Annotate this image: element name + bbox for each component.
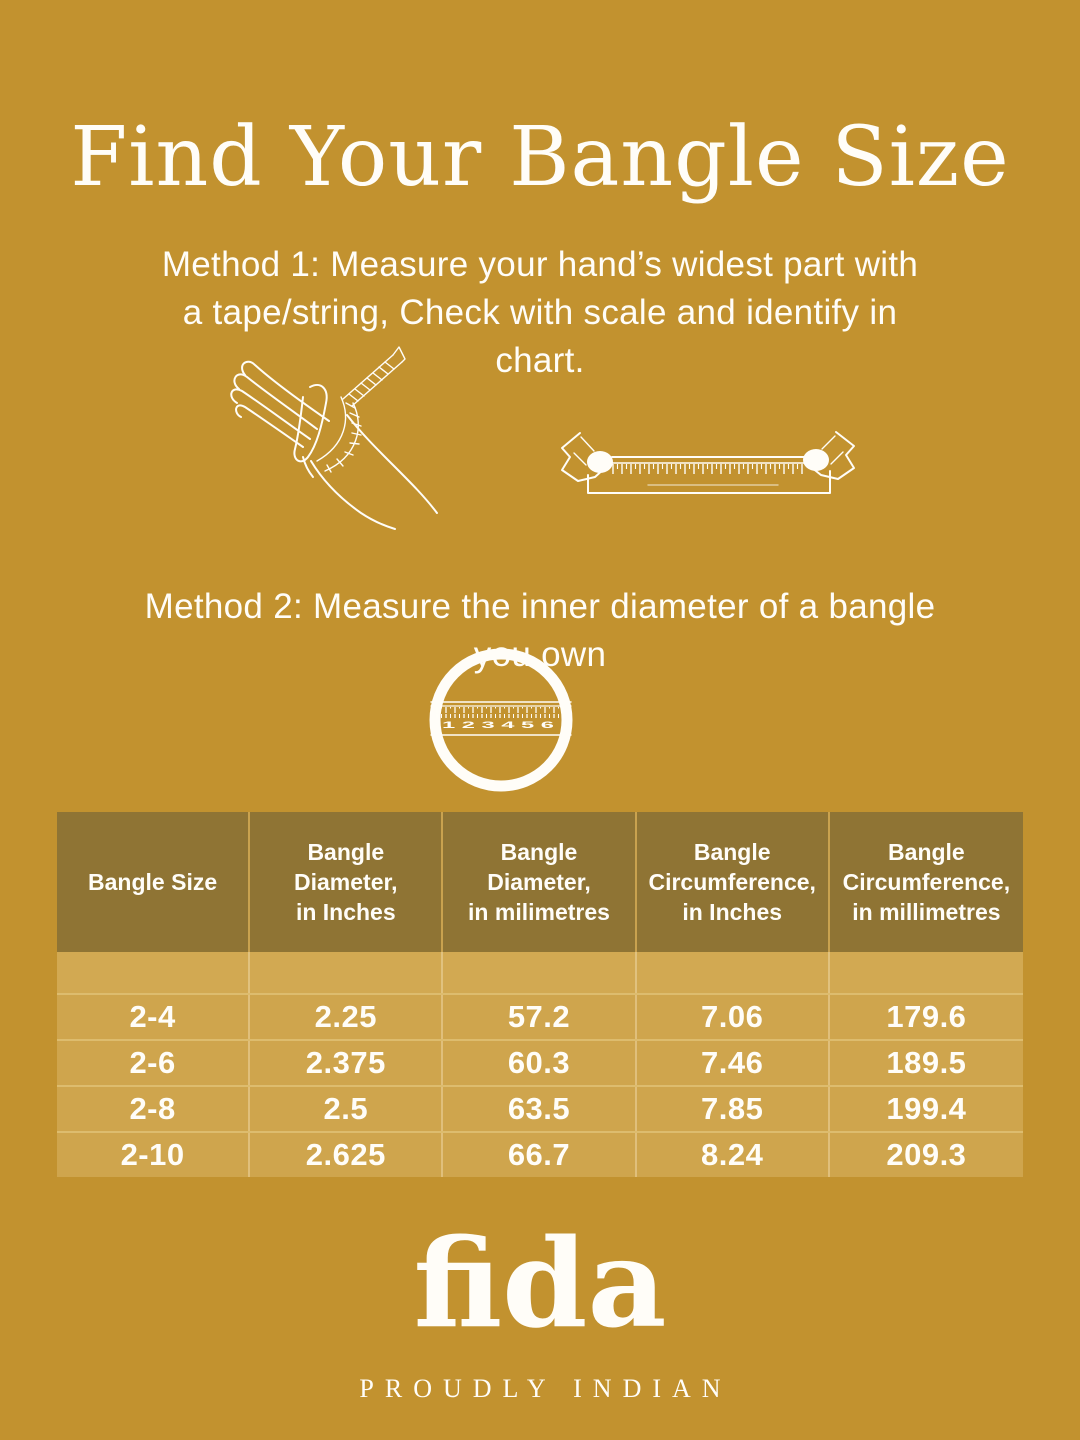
cell-size: 2-8 — [57, 1087, 250, 1131]
table-spacer-row — [57, 952, 1023, 993]
header-line: in Inches — [682, 899, 783, 925]
brand-tagline: PROUDLY INDIAN — [359, 1374, 732, 1403]
cell-size: 2-4 — [57, 995, 250, 1039]
cell-diameter-in: 2.625 — [250, 1133, 443, 1177]
ruler-numbers: 1 2 3 4 5 6 — [442, 720, 554, 730]
cell-diameter-mm: 63.5 — [443, 1087, 636, 1131]
table-row — [57, 1085, 1023, 1131]
cell-circumference-mm: 209.3 — [830, 1133, 1023, 1177]
cell-circumference-in: 7.85 — [637, 1087, 830, 1131]
header-line: Circumference, — [648, 869, 816, 895]
header-line: Bangle Diameter, — [294, 839, 398, 895]
brand-logo: fida — [413, 1211, 667, 1355]
cell-circumference-in: 7.06 — [637, 995, 830, 1039]
method1-line3: chart. — [495, 341, 585, 380]
table-row — [57, 993, 1023, 1039]
method2-line1: Method 2: Measure the inner diameter of a bangle — [144, 587, 936, 626]
column-header-circumference-inches — [637, 812, 830, 952]
cell-size: 2-10 — [57, 1133, 250, 1177]
cell-diameter-in: 2.375 — [250, 1041, 443, 1085]
table-header-row — [57, 812, 1023, 952]
cell-circumference-mm: 199.4 — [830, 1087, 1023, 1131]
cell-diameter-mm: 66.7 — [443, 1133, 636, 1177]
column-header-bangle-size — [57, 812, 250, 952]
method1-line1: Method 1: Measure your hand’s widest part with — [161, 245, 919, 284]
header-line: Bangle — [888, 839, 965, 865]
bangle-diameter-ruler-icon — [426, 648, 576, 798]
cell-diameter-in: 2.5 — [250, 1087, 443, 1131]
bangle-size-table — [57, 812, 1023, 1177]
column-header-diameter-inches — [250, 812, 443, 952]
spacer-cell — [57, 952, 250, 993]
table-row — [57, 1131, 1023, 1177]
header-line: Bangle Diameter, — [487, 839, 591, 895]
cell-circumference-mm: 189.5 — [830, 1041, 1023, 1085]
cell-circumference-in: 7.46 — [637, 1041, 830, 1085]
header-line: in millimetres — [852, 899, 1001, 925]
cell-diameter-mm: 57.2 — [443, 995, 636, 1039]
column-header-diameter-millimetres — [443, 812, 636, 952]
cell-circumference-mm: 179.6 — [830, 995, 1023, 1039]
method2-line2: you own — [473, 635, 607, 674]
spacer-cell — [443, 952, 636, 993]
tape-measure-icon — [548, 427, 868, 507]
cell-circumference-in: 8.24 — [637, 1133, 830, 1177]
header-line: Bangle — [693, 839, 771, 865]
cell-diameter-in: 2.25 — [250, 995, 443, 1039]
header-line: Bangle Size — [88, 869, 218, 895]
header-line: in Inches — [295, 899, 396, 925]
cell-diameter-mm: 60.3 — [443, 1041, 636, 1085]
cell-size: 2-6 — [57, 1041, 250, 1085]
header-line: Circumference, — [842, 869, 1011, 895]
method1-line2: a tape/string, Check with scale and identify in — [182, 293, 898, 332]
header-line: in milimetres — [468, 899, 610, 925]
hand-tape-measure-icon — [215, 345, 445, 530]
spacer-cell — [250, 952, 443, 993]
page-title: Find Your Bangle Size — [70, 109, 1010, 205]
spacer-cell — [830, 952, 1023, 993]
table-row — [57, 1039, 1023, 1085]
column-header-circumference-millimetres — [830, 812, 1023, 952]
method1-text — [40, 241, 1040, 385]
spacer-cell — [637, 952, 830, 993]
